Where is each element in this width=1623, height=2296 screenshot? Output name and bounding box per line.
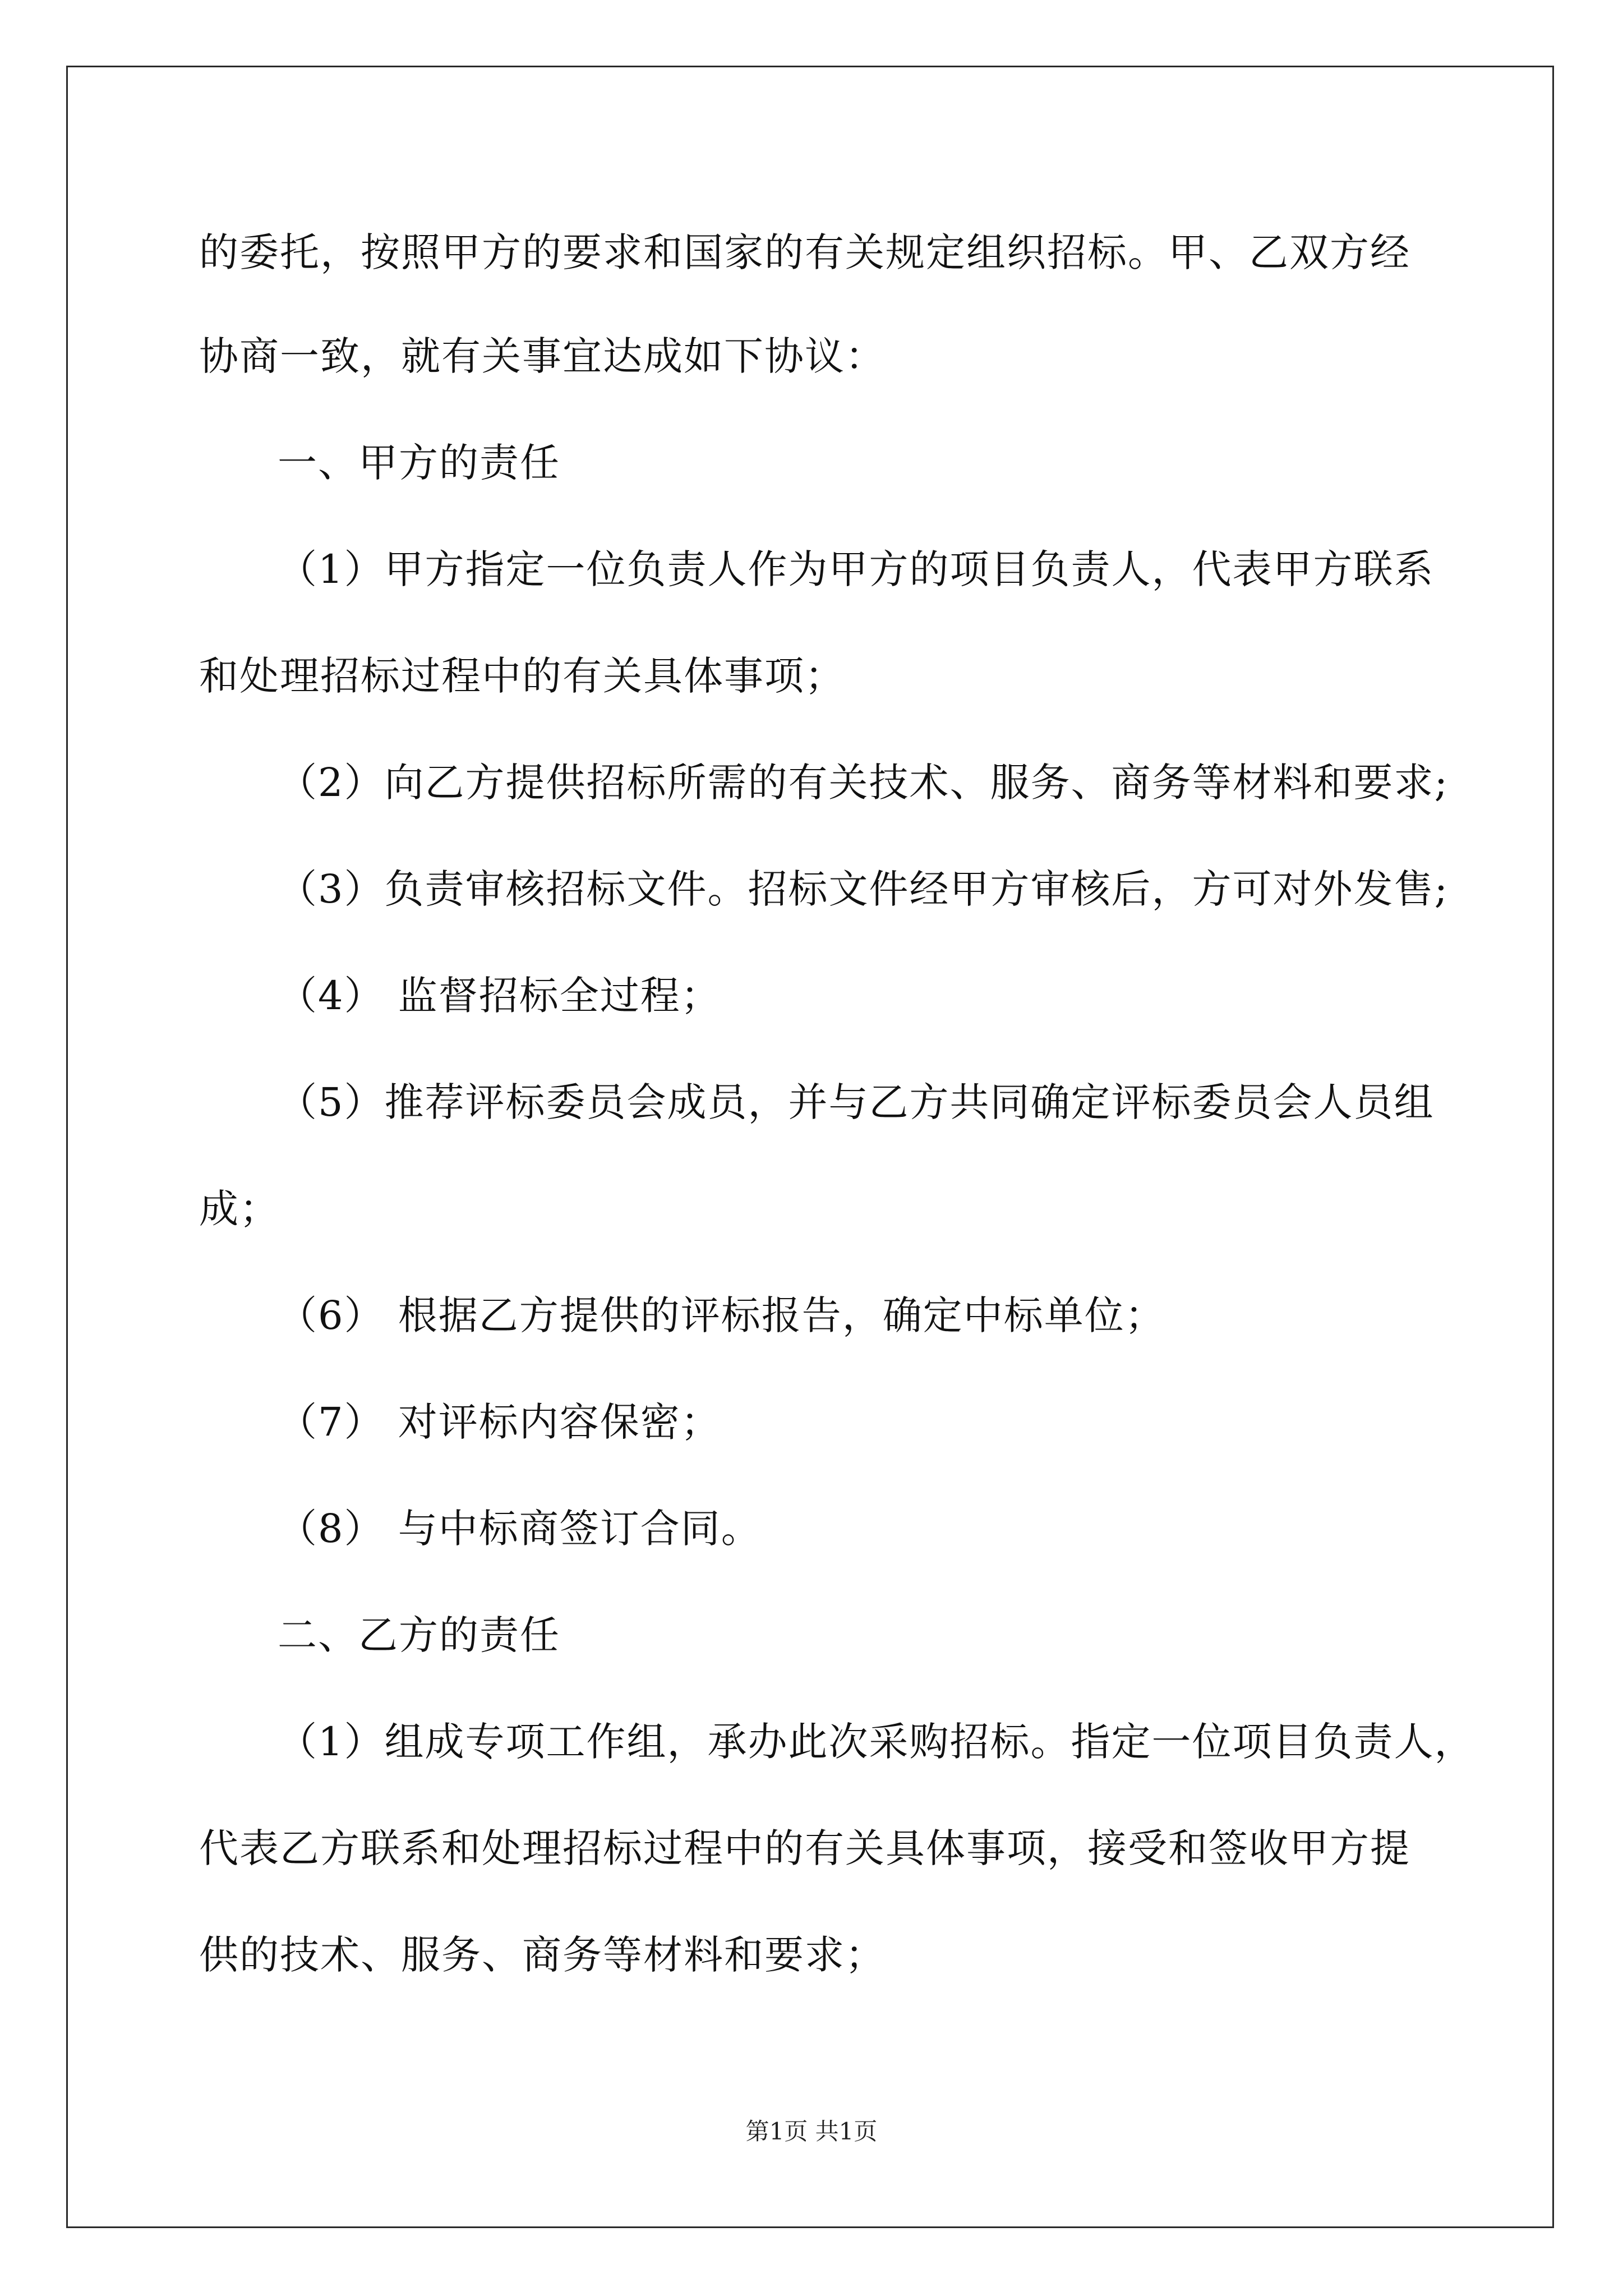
- paragraph-line: 代表乙方联系和处理招标过程中的有关具体事项，接受和签收甲方提: [199, 1825, 1410, 1871]
- paragraph-line: （1）组成专项工作组，承办此次采购招标。指定一位项目负责人，: [278, 1719, 1475, 1765]
- paragraph-line: （2）向乙方提供招标所需的有关技术、服务、商务等材料和要求;: [278, 760, 1449, 806]
- paragraph-line: （4） 监督招标全过程；: [278, 973, 721, 1019]
- paragraph-line: （3）负责审核招标文件。招标文件经甲方审核后，方可对外发售;: [278, 866, 1449, 912]
- page-footer: 第1页 共1页: [745, 2118, 878, 2145]
- paragraph-line: 和处理招标过程中的有关具体事项；: [199, 653, 845, 699]
- page-border: [66, 66, 1554, 2228]
- paragraph-line: 协商一致，就有关事宜达成如下协议：: [199, 333, 886, 379]
- paragraph-line: （6） 根据乙方提供的评标报告，确定中标单位；: [278, 1292, 1165, 1338]
- paragraph-line: 成；: [199, 1186, 280, 1232]
- paragraph-line: 供的技术、服务、商务等材料和要求；: [199, 1932, 886, 1978]
- paragraph-line: （5）推荐评标委员会成员，并与乙方共同确定评标委员会人员组: [278, 1079, 1435, 1125]
- paragraph-line: 的委托，按照甲方的要求和国家的有关规定组织招标。甲、乙双方经: [199, 229, 1410, 275]
- section-heading: 一、甲方的责任: [278, 440, 560, 486]
- section-heading: 二、乙方的责任: [278, 1612, 560, 1658]
- paragraph-line: （8） 与中标商签订合同。: [278, 1506, 762, 1552]
- paragraph-line: （1）甲方指定一位负责人作为甲方的项目负责人，代表甲方联系: [278, 546, 1435, 592]
- paragraph-line: （7） 对评标内容保密；: [278, 1399, 721, 1445]
